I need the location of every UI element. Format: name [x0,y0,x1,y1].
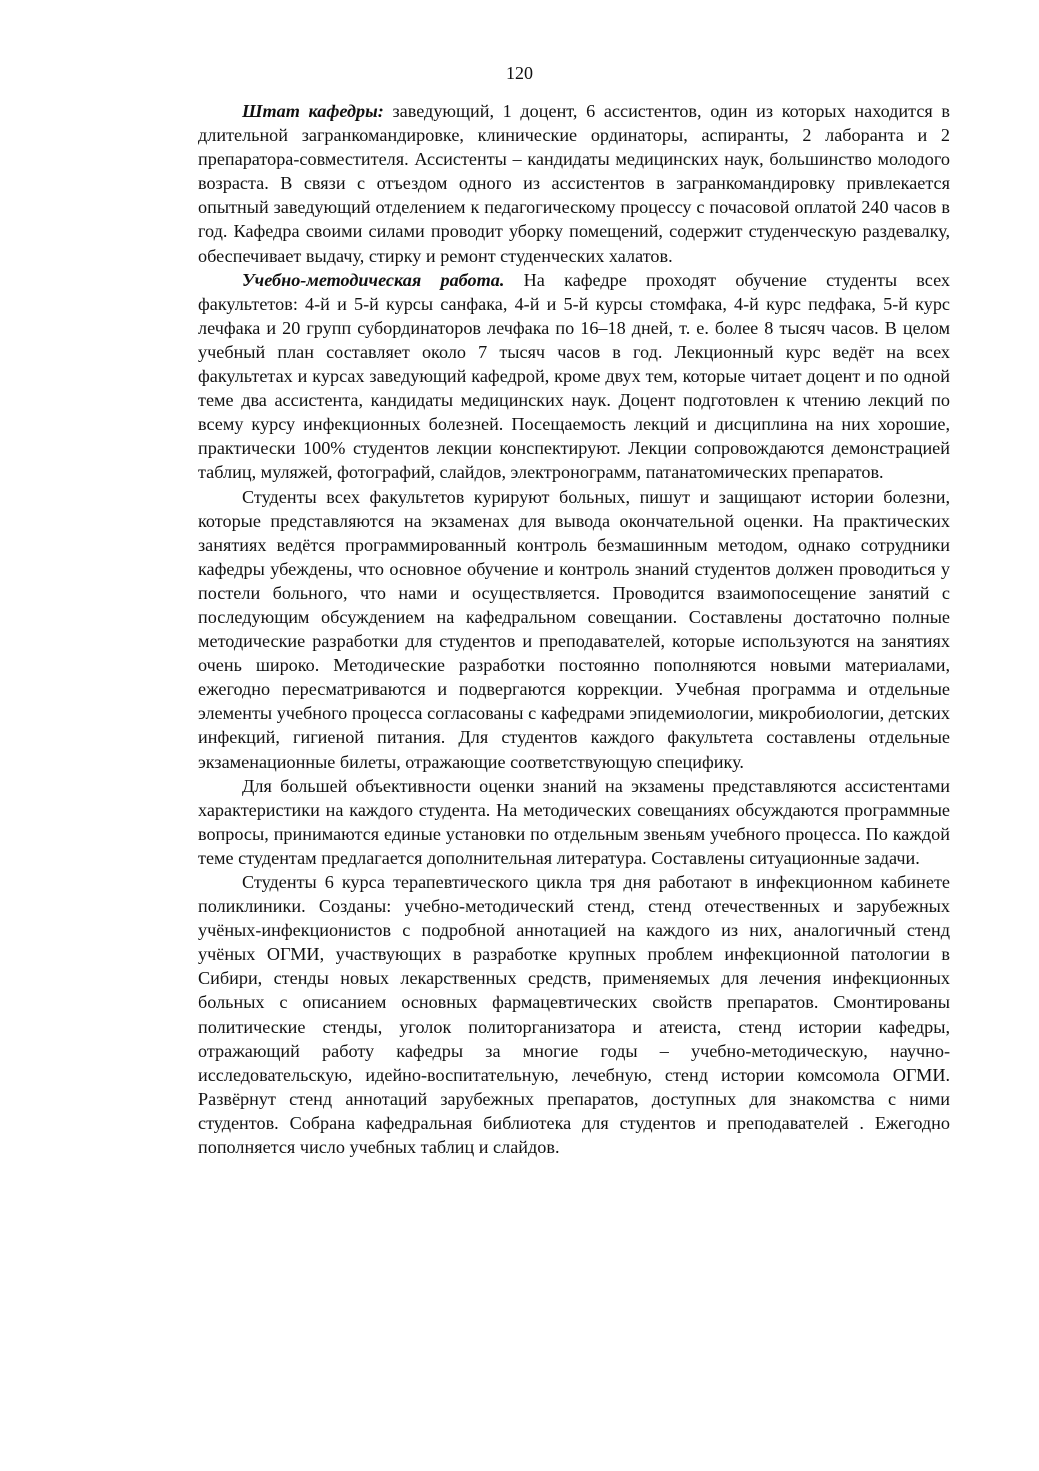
page-number: 120 [506,63,533,83]
paragraph-text: заведующий, 1 доцент, 6 ассистентов, один из которых находится в длительной загранкомандировке, клинические ординаторы, аспиранты, 2 лаборанта и 2 препаратора-совместителя. Ассистенты – кандидаты медицинских наук, большинство молодого возраста. В связи с отъездом одного из ассистентов в загранкомандировку привлекается опытный заведующий отделением к педагогическому процессу с почасовой оплатой 240 часов в год. Кафедра своими силами проводит уборку помещений, содержит студенческую раздевалку, обеспечивает выдачу, стирку и ремонт студенческих халатов. [198,101,951,266]
paragraph-teaching-work [198,268,950,485]
paragraph-staff [198,99,950,268]
paragraph-text: Студенты всех факультетов курируют больных, пишут и защищают истории болезни, которые представляются на экзаменах для вывода окончательной оценки. На практических занятиях ведётся программированный контроль безмашинным методом, однако сотрудники кафедры убеждены, что основное обучение и контроль знаний студентов должен проводиться у постели больного, что нами и осуществляется. Проводится взаимопосещение занятий с последующим обсуждением на кафедральном совещании. Составлены достаточно полные методические разработки для студентов и преподавателей, которые используются на занятиях очень широко. Методические разработки постоянно пополняются новыми материалами, ежегодно пересматриваются и подвергаются коррекции. Учебная программа и отдельные элементы учебного процесса согласованы с кафедрами эпидемиологии, микробиологии, детских инфекций, гигиеной питания. Для студентов каждого факультета составлены отдельные экзаменационные билеты, отражающие соответствующую специфику. [198,486,950,772]
paragraph-lead-heading: Учебно-методическая работа. [242,269,505,290]
paragraph-text: Для большей объективности оценки знаний на экзамены представляются ассистентами характеристики на каждого студента. На методических совещаниях обсуждаются программные вопросы, принимаются единые установки по отдельным звеньям учебного процесса. По каждой теме студентам предлагается дополнительная литература. Составлены ситуационные задачи. [198,775,950,868]
paragraph-stands [198,870,950,1159]
paragraph-text: Студенты 6 курса терапевтического цикла тря дня работают в инфекционном кабинете поликлиники. Созданы: учебно-методический стенд, стенд отечественных и зарубежных учёных-инфекционистов с подробной аннотацией на каждого из них, аналогичный стенд учёных ОГМИ, участвующих в разработке крупных проблем инфекционной патологии в Сибири, стенды новых лекарственных средств, применяемых для лечения инфекционных больных с описанием основных фармацевтических свойств препаратов. Смонтированы политические стенды, уголок политорганизатора и атеиста, стенд истории кафедры, отражающий работу кафедры за многие годы – учебно-методическую, научно-исследовательскую, идейно-воспитательную, лечебную, стенд истории комсомола ОГМИ. Развёрнут стенд аннотаций зарубежных препаратов, доступных для знакомства с ними студентов. Собрана кафедральная библиотека для студентов и преподавателей . Ежегодно пополняется число учебных таблиц и слайдов. [198,872,950,1158]
paragraph-exams [198,774,950,870]
paragraph-case-histories [198,485,950,774]
document-body [198,99,950,1159]
paragraph-lead-heading: Штат кафедры: [242,101,384,121]
paragraph-text: На кафедре проходят обучение студенты всех факультетов: 4-й и 5-й курсы санфака, 4-й и 5-й курсы стомфака, 4-й курс педфака, 5-й курс лечфака и 20 групп субординаторов лечфака по 16–18 дней, т. е. более 8 тысяч часов. В целом учебный план составляет около 7 тысяч часов в год. Лекционный курс ведёт на всех факультетах и курсах заведующий кафедрой, кроме двух тем, которые читает доцент и по одной теме два ассистента, кандидаты медицинских наук. Доцент подготовлен к чтению лекций по всему курсу инфекционных болезней. Посещаемость лекций и дисциплина на них хорошие, практически 100% студентов лекции конспектируют. Лекции сопровождаются демонстрацией таблиц, муляжей, фотографий, слайдов, электронограмм, патанатомических препаратов. [198,269,951,483]
